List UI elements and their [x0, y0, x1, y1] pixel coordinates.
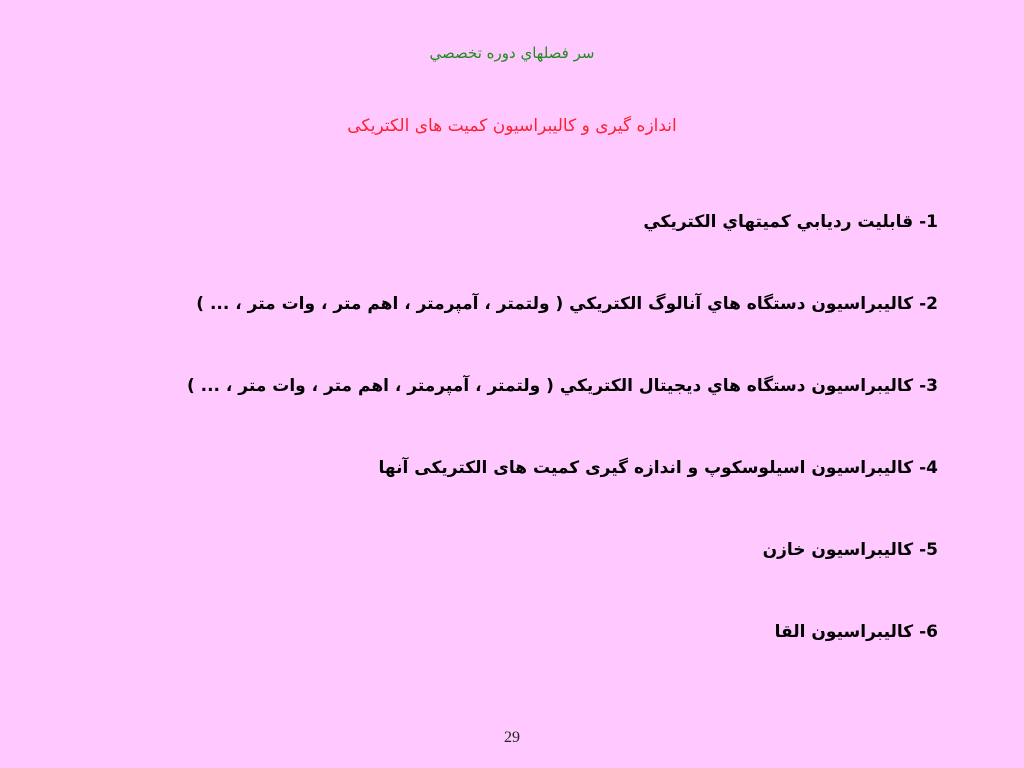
topic-item-6: 6- کالیبراسیون القا: [774, 622, 938, 642]
topic-item-5: 5- کالیبراسیون خازن: [762, 540, 938, 560]
page-number: 29: [504, 729, 520, 746]
topic-item-1: 1- قابليت ردیابي كميتهاي الكتريكي: [643, 212, 938, 232]
course-title: سر فصلهاي دوره تخصصي: [429, 44, 595, 62]
topic-item-4: 4- کالیبراسیون اسیلوسکوپ و اندازه گیری کمیت های الکتریکی آنها: [378, 458, 938, 478]
topic-list: [138, 212, 938, 704]
subject-title: اندازه گیری و کالیبراسیون کمیت های الکتریکی: [347, 116, 677, 136]
topic-item-3: 3- كاليبراسيون دستگاه هاي ديجيتال الكتريكي ( ولتمتر ، آمپرمتر ، اهم متر ، وات متر ، ... ): [186, 376, 938, 396]
topic-item-2: 2- كاليبراسيون دستگاه هاي آنالوگ الكتريكي ( ولتمتر ، آمپرمتر ، اهم متر ، وات متر ، ... ): [196, 294, 938, 314]
